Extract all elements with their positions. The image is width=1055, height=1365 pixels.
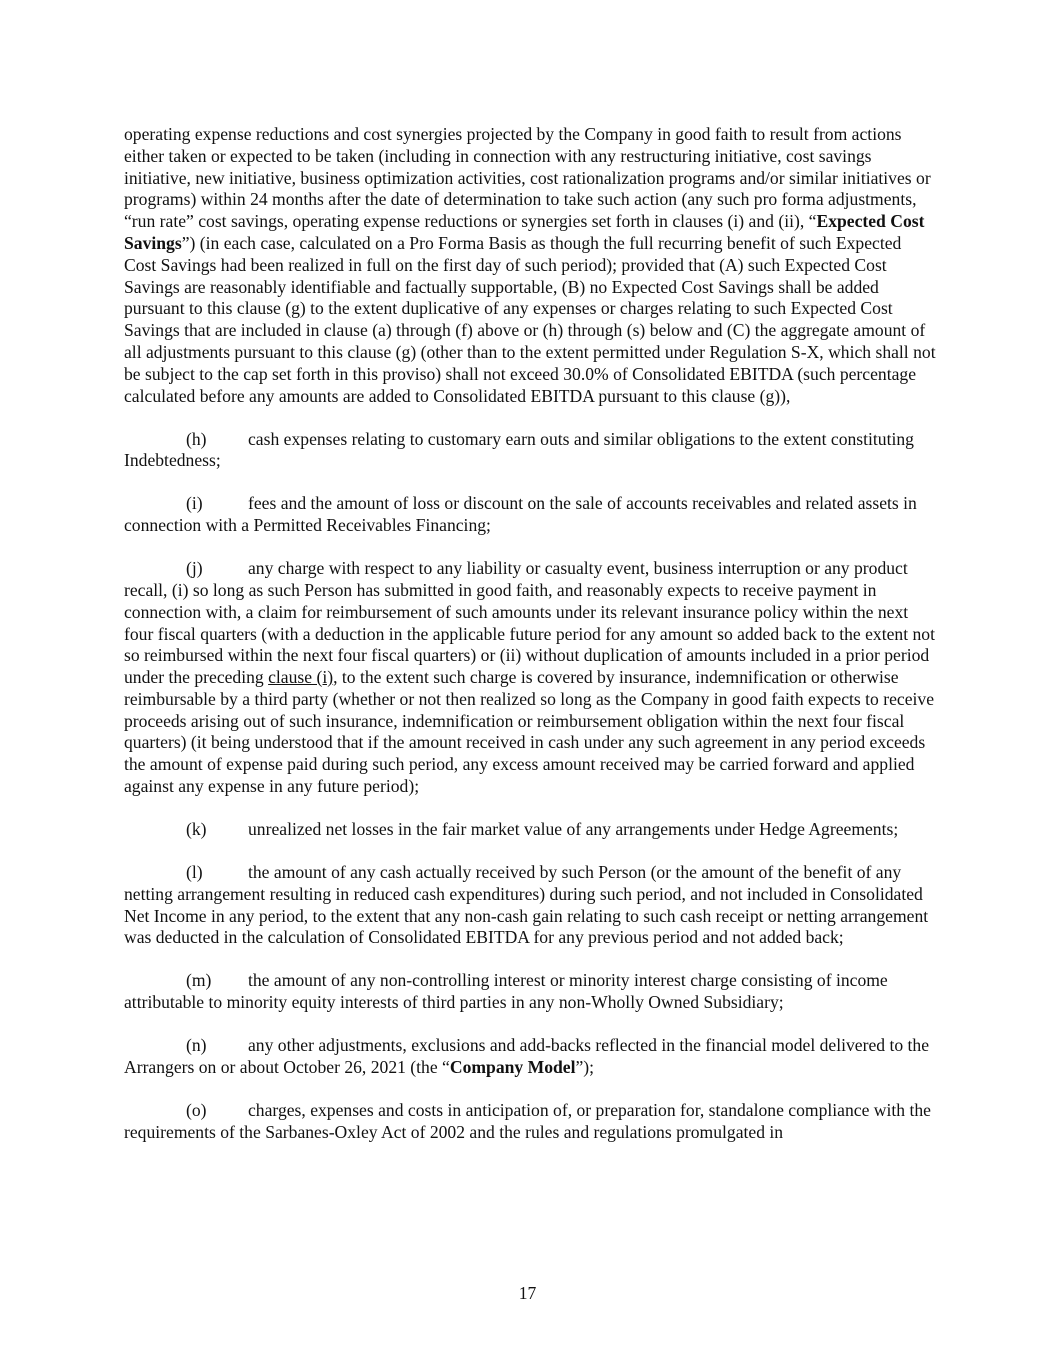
clause-k [124,819,936,841]
clause-o-text: charges, expenses and costs in anticipation of, or preparation for, standalone compliance with the requirements of the Sarbanes-Oxley Act of 2002 and the rules and regulations promulgated in [124,1099,931,1142]
clause-l-label: (l) [186,862,203,883]
clause-o-label: (o) [186,1099,207,1120]
defined-term-expected-cost-savings: Expected Cost Savings [124,211,925,253]
clause-j-text-part2: , to the extent such charge is covered by insurance, indemnification or otherwise reimbursable by a third party (whether or not then realized so long as the Company in good faith expects to receive proceeds arising out of such insurance, indemnification or reimbursement obligation within the next four fiscal quarters) (it being understood that if the amount received in cash under any such agreement in any period exceeds the amount of expense paid during such period, any excess amount received may be carried forward and applied against any expense in any future period); [124,667,935,797]
clause-n-text-part1: any other adjustments, exclusions and add-backs reflected in the financial model delivered to the Arrangers on or about October 26, 2021 (the “ [124,1035,930,1077]
clause-m-text: the amount of any non-controlling interest or minority interest charge consisting of income attributable to minority equity interests of third parties in any non-Wholly Owned Subsidiary; [124,970,888,1013]
clause-l [124,862,936,949]
clause-i-cross-reference: clause (i) [268,667,334,688]
clause-i-text: fees and the amount of loss or discount on the sale of accounts receivables and related assets in connection with a Permitted Receivables Financing; [124,493,917,536]
clause-j-label: (j) [186,558,203,579]
clause-i-label: (i) [186,493,203,514]
clause-j [124,558,936,798]
clause-j-text-part1: any charge with respect to any liability or casualty event, business interruption or any product recall, (i) so long as such Person has submitted in good faith, and reasonably expects to receive payment in connection with, a claim for reimbursement of such amounts under its relevant insurance policy within the next four fiscal quarters (with a deduction in the applicable future period for any amount so added back to the extent not so reimbursed within the next four fiscal quarters) or (ii) without duplication of amounts included in a prior period under the preceding [124,558,935,688]
clause-n-label: (n) [186,1035,207,1056]
clause-o [124,1100,936,1144]
clause-m-label: (m) [186,970,212,991]
page-number: 17 [518,1283,537,1303]
clause-n [124,1035,936,1079]
clause-h [124,429,936,473]
clause-i [124,493,936,537]
clause-k-label: (k) [186,819,207,840]
clause-g-text-part2: ”) (in each case, calculated on a Pro Forma Basis as though the full recurring benefit of such Expected Cost Savings had been realized in full on the first day of such period); provided that (A) such Expected Cost Savings are reasonably identifiable and factually supportable, (B) no Expected Cost Savings shall be added pursuant to this clause (g) to the extent duplicative of any expenses or charges relating to such Expected Cost Savings that are included in clause (a) through (f) above or (h) through (s) below and (C) the aggregate amount of all adjustments pursuant to this clause (g) (other than to the extent permitted under Regulation S-X, which shall not be subject to the cap set forth in this proviso) shall not exceed 30.0% of Consolidated EBITDA (such percentage calculated before any amounts are added to Consolidated EBITDA pursuant to this clause (g)), [124,232,936,406]
document-page-body [124,124,936,1165]
clause-l-text: the amount of any cash actually received by such Person (or the amount of the benefit of any netting arrangement resulting in reduced cash expenditures) during such period, and not included in Consolidated Net Income in any period, to the extent that any non-cash gain relating to such cash receipt or netting arrangement was deducted in the calculation of Consolidated EBITDA for any previous period and not added back; [124,862,929,948]
clause-h-text: cash expenses relating to customary earn outs and similar obligations to the extent constituting Indebtedness; [124,428,914,471]
clause-n-text-part2: ”); [575,1057,595,1077]
clause-g-continuation [124,124,936,407]
clause-m [124,970,936,1014]
defined-term-company-model: Company Model [449,1057,576,1077]
clause-g-text-part1: operating expense reductions and cost synergies projected by the Company in good faith to result from actions either taken or expected to be taken (including in connection with any restructuring initiative, cost savings initiative, new initiative, business optimization activities, cost rationalization programs and/or similar initiatives or programs) within 24 months after the date of determination to take such action (any such pro forma adjustments, “run rate” cost savings, operating expense reductions or synergies set forth in clauses (i) and (ii), “ [124,124,931,232]
clause-k-text: unrealized net losses in the fair market value of any arrangements under Hedge Agreements; [248,819,899,840]
clause-h-label: (h) [186,428,207,449]
